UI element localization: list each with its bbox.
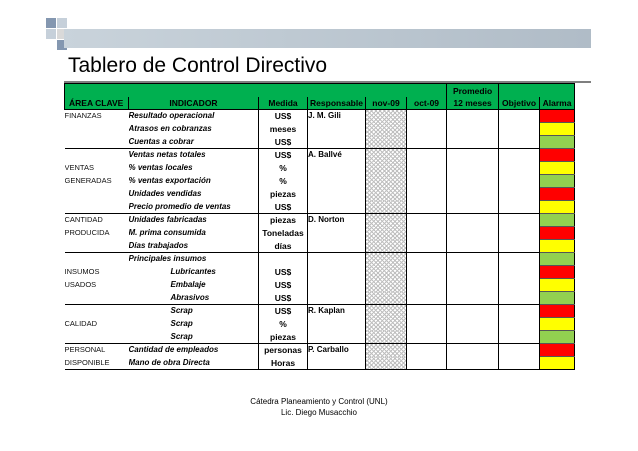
responsible-cell — [308, 227, 366, 240]
alarm-cell — [540, 110, 575, 123]
table-row — [65, 266, 575, 279]
objective-cell — [499, 292, 540, 305]
table-row — [65, 357, 575, 370]
objective-cell — [499, 201, 540, 214]
area-cell: GENERADAS — [64, 176, 112, 185]
average-cell — [447, 214, 499, 227]
header-responsable: Responsable — [308, 97, 366, 110]
indicator-cell: Días trabajados — [128, 240, 189, 250]
nov-09-cell — [366, 123, 407, 136]
indicator-cell: Embalaje — [170, 280, 206, 289]
unit-cell: % — [259, 318, 308, 331]
oct-09-cell — [407, 214, 447, 227]
objective-cell — [499, 136, 540, 149]
alarm-cell — [540, 318, 575, 331]
objective-cell — [499, 279, 540, 292]
indicator-cell: Unidades vendidas — [128, 189, 202, 198]
area-cell — [65, 292, 129, 305]
unit-cell: Toneladas — [259, 227, 308, 240]
responsible-cell: R. Kaplan — [308, 305, 366, 318]
average-cell — [447, 266, 499, 279]
responsible-cell — [308, 201, 366, 214]
oct-09-cell — [407, 344, 447, 357]
objective-cell — [499, 149, 540, 162]
area-cell: CALIDAD — [64, 319, 98, 328]
table-row — [65, 149, 575, 162]
oct-09-cell — [407, 136, 447, 149]
unit-cell: piezas — [259, 188, 308, 201]
indicator-cell: M. prima consumida — [128, 228, 206, 237]
footer-author: Lic. Diego Musacchio — [280, 408, 358, 417]
header-indicador: INDICADOR — [129, 97, 259, 110]
header-oct: oct-09 — [407, 97, 447, 110]
average-cell — [447, 162, 499, 175]
table-row — [65, 175, 575, 188]
indicator-cell: Abrasivos — [170, 292, 210, 302]
oct-09-cell — [407, 318, 447, 331]
responsible-cell — [308, 331, 366, 344]
oct-09-cell — [407, 149, 447, 162]
table-row — [65, 240, 575, 253]
alarm-cell — [540, 305, 575, 318]
alarm-cell — [540, 175, 575, 188]
indicator-cell: Scrap — [170, 319, 193, 328]
unit-cell: US$ — [259, 305, 308, 318]
unit-cell: US$ — [259, 149, 308, 162]
indicator-cell: Unidades fabricadas — [129, 214, 259, 227]
table-row — [65, 279, 575, 292]
objective-cell — [499, 110, 540, 123]
average-cell — [447, 201, 499, 214]
average-cell — [447, 292, 499, 305]
objective-cell — [499, 175, 540, 188]
page-title: Tablero de Control Directivo — [68, 54, 328, 77]
unit-cell: US$ — [259, 136, 308, 149]
nov-09-cell — [366, 240, 407, 253]
nov-09-cell — [366, 110, 407, 123]
nov-09-cell — [366, 253, 407, 266]
indicator-cell: Cuentas a cobrar — [128, 136, 194, 146]
responsible-cell — [308, 318, 366, 331]
average-cell — [447, 305, 499, 318]
area-cell: VENTAS — [64, 163, 94, 172]
alarm-cell — [540, 149, 575, 162]
indicator-cell: % ventas locales — [128, 163, 193, 172]
unit-cell: US$ — [259, 266, 308, 279]
alarm-cell — [540, 266, 575, 279]
nov-09-cell — [366, 227, 407, 240]
indicator-cell: Resultado operacional — [129, 110, 259, 123]
responsible-cell: J. M. Gili — [308, 110, 366, 123]
table-row — [65, 201, 575, 214]
oct-09-cell — [407, 305, 447, 318]
unit-cell: días — [259, 240, 308, 253]
table-row — [65, 331, 575, 344]
header-row-top — [65, 84, 575, 98]
average-cell — [447, 240, 499, 253]
nov-09-cell — [366, 344, 407, 357]
header-promedio: 12 meses — [447, 97, 499, 110]
indicator-cell: Cantidad de empleados — [129, 344, 259, 357]
oct-09-cell — [407, 253, 447, 266]
unit-cell: US$ — [259, 110, 308, 123]
table-row — [65, 292, 575, 305]
indicator-cell: Scrap — [170, 331, 193, 341]
responsible-cell — [308, 292, 366, 305]
nov-09-cell — [366, 305, 407, 318]
responsible-cell — [308, 357, 366, 370]
header-row — [65, 97, 575, 110]
indicator-cell: Lubricantes — [170, 267, 216, 276]
header-spacer — [65, 84, 447, 98]
unit-cell: % — [259, 162, 308, 175]
alarm-cell — [540, 136, 575, 149]
indicator-cell: Mano de obra Directa — [129, 357, 259, 370]
area-cell — [65, 123, 129, 136]
footer-course: Cátedra Planeamiento y Control (UNL) — [250, 397, 388, 406]
responsible-cell: P. Carballo — [308, 344, 366, 357]
average-cell — [447, 279, 499, 292]
unit-cell: personas — [259, 344, 308, 357]
average-cell — [447, 318, 499, 331]
alarm-cell — [540, 357, 575, 370]
indicator-cell: % ventas exportación — [128, 176, 211, 185]
objective-cell — [499, 318, 540, 331]
objective-cell — [499, 123, 540, 136]
oct-09-cell — [407, 292, 447, 305]
oct-09-cell — [407, 227, 447, 240]
nov-09-cell — [366, 266, 407, 279]
nov-09-cell — [366, 357, 407, 370]
indicator-cell: Principales insumos — [129, 253, 259, 266]
unit-cell: US$ — [259, 292, 308, 305]
area-cell — [65, 253, 129, 266]
responsible-cell — [308, 175, 366, 188]
table-row — [65, 123, 575, 136]
unit-cell: US$ — [259, 201, 308, 214]
area-cell: FINANZAS — [65, 110, 129, 123]
header-nov: nov-09 — [366, 97, 407, 110]
area-cell: DISPONIBLE — [65, 357, 129, 370]
responsible-cell — [308, 162, 366, 175]
header-medida: Medida — [259, 97, 308, 110]
average-cell — [447, 110, 499, 123]
indicator-cell: Atrasos en cobranzas — [128, 124, 212, 133]
alarm-cell — [540, 344, 575, 357]
unit-cell: piezas — [259, 331, 308, 344]
table-row — [65, 188, 575, 201]
oct-09-cell — [407, 240, 447, 253]
area-cell — [65, 331, 129, 344]
unit-cell: % — [259, 175, 308, 188]
alarm-cell — [540, 162, 575, 175]
average-cell — [447, 149, 499, 162]
alarm-cell — [540, 279, 575, 292]
responsible-cell — [308, 123, 366, 136]
alarm-cell — [540, 331, 575, 344]
responsible-cell — [308, 253, 366, 266]
nov-09-cell — [366, 149, 407, 162]
nov-09-cell — [366, 162, 407, 175]
objective-cell — [499, 240, 540, 253]
objective-cell — [499, 344, 540, 357]
average-cell — [447, 253, 499, 266]
table-row — [65, 214, 575, 227]
table-row — [65, 305, 575, 318]
oct-09-cell — [407, 123, 447, 136]
responsible-cell: D. Norton — [308, 214, 366, 227]
unit-cell: piezas — [259, 214, 308, 227]
responsible-cell: A. Ballvé — [308, 149, 366, 162]
responsible-cell — [308, 240, 366, 253]
oct-09-cell — [407, 266, 447, 279]
oct-09-cell — [407, 331, 447, 344]
objective-cell — [499, 162, 540, 175]
average-cell — [447, 136, 499, 149]
table-row — [65, 344, 575, 357]
header-spacer-right — [499, 84, 575, 98]
objective-cell — [499, 357, 540, 370]
header-area: ÁREA CLAVE — [65, 97, 129, 110]
alarm-cell — [540, 123, 575, 136]
nov-09-cell — [366, 188, 407, 201]
alarm-cell — [540, 201, 575, 214]
oct-09-cell — [407, 162, 447, 175]
area-cell — [65, 201, 129, 214]
area-cell — [65, 305, 129, 318]
table-row — [65, 227, 575, 240]
header-promedio-top: Promedio — [447, 84, 499, 98]
objective-cell — [499, 305, 540, 318]
average-cell — [447, 331, 499, 344]
nov-09-cell — [366, 292, 407, 305]
nov-09-cell — [366, 214, 407, 227]
area-cell: PERSONAL — [65, 344, 129, 357]
alarm-cell — [540, 188, 575, 201]
table-body — [65, 110, 575, 370]
objective-cell — [499, 266, 540, 279]
responsible-cell — [308, 266, 366, 279]
alarm-cell — [540, 292, 575, 305]
oct-09-cell — [407, 201, 447, 214]
area-cell — [65, 240, 129, 253]
objective-cell — [499, 214, 540, 227]
average-cell — [447, 344, 499, 357]
unit-cell — [259, 253, 308, 266]
unit-cell: US$ — [259, 279, 308, 292]
average-cell — [447, 175, 499, 188]
nov-09-cell — [366, 175, 407, 188]
nov-09-cell — [366, 279, 407, 292]
oct-09-cell — [407, 357, 447, 370]
oct-09-cell — [407, 188, 447, 201]
average-cell — [447, 357, 499, 370]
objective-cell — [499, 253, 540, 266]
average-cell — [447, 123, 499, 136]
table-row — [65, 110, 575, 123]
responsible-cell — [308, 188, 366, 201]
nov-09-cell — [366, 318, 407, 331]
responsible-cell — [308, 279, 366, 292]
responsible-cell — [308, 136, 366, 149]
unit-cell: Horas — [259, 357, 308, 370]
average-cell — [447, 227, 499, 240]
indicator-cell: Precio promedio de ventas — [128, 201, 231, 211]
table-row — [65, 253, 575, 266]
area-cell — [65, 136, 129, 149]
objective-cell — [499, 188, 540, 201]
indicator-cell: Ventas netas totales — [129, 149, 259, 162]
area-cell: PRODUCIDA — [64, 228, 110, 237]
header-objetivo: Objetivo — [499, 97, 540, 110]
title-bar — [64, 29, 591, 48]
header-alarma: Alarma — [540, 97, 575, 110]
table-row — [65, 136, 575, 149]
alarm-cell — [540, 227, 575, 240]
area-cell — [65, 149, 129, 162]
unit-cell: meses — [259, 123, 308, 136]
objective-cell — [499, 331, 540, 344]
area-cell: USADOS — [64, 280, 97, 289]
nov-09-cell — [366, 331, 407, 344]
nov-09-cell — [366, 136, 407, 149]
oct-09-cell — [407, 110, 447, 123]
area-cell: INSUMOS — [64, 267, 100, 276]
alarm-cell — [540, 253, 575, 266]
alarm-cell — [540, 240, 575, 253]
alarm-cell — [540, 214, 575, 227]
oct-09-cell — [407, 175, 447, 188]
oct-09-cell — [407, 279, 447, 292]
control-board-table — [64, 83, 575, 370]
area-cell: CANTIDAD — [65, 214, 129, 227]
average-cell — [447, 188, 499, 201]
objective-cell — [499, 227, 540, 240]
area-cell — [65, 188, 129, 201]
indicator-cell: Scrap — [129, 305, 259, 318]
nov-09-cell — [366, 201, 407, 214]
table-row — [65, 162, 575, 175]
table-row — [65, 318, 575, 331]
